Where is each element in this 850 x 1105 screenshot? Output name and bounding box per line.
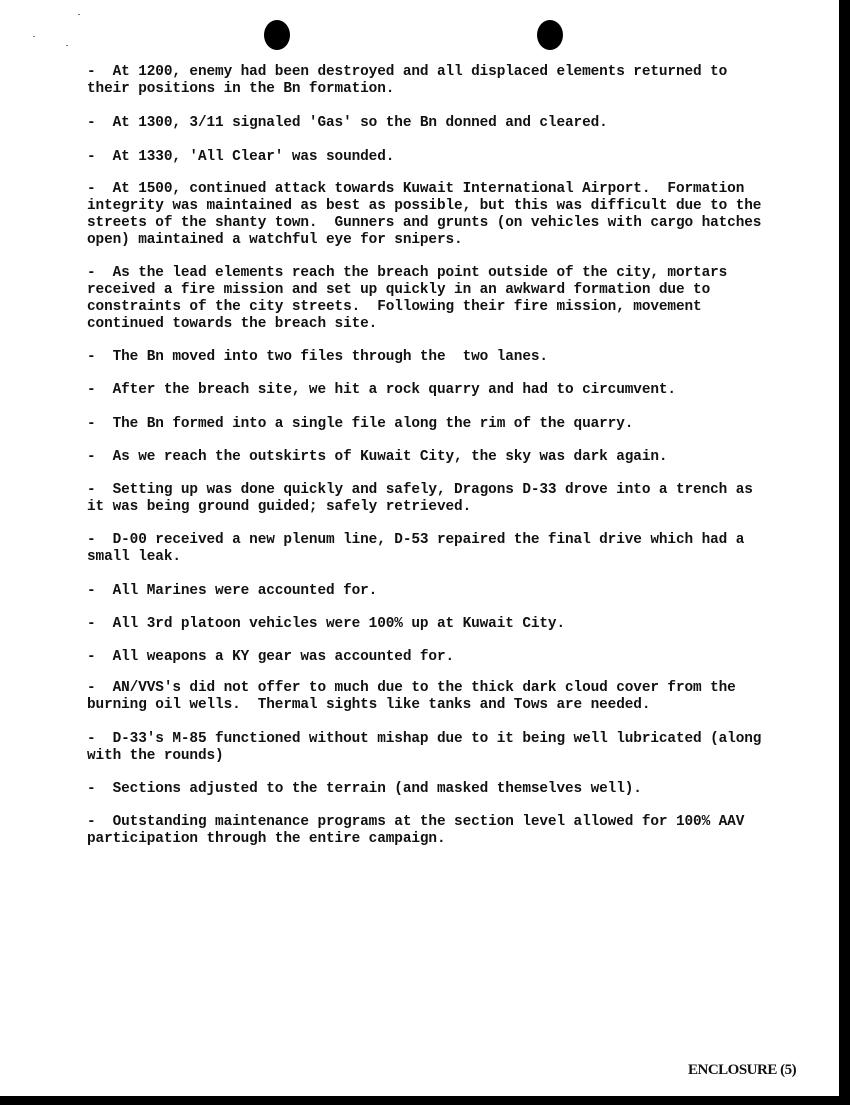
paragraph: - At 1500, continued attack towards Kuwait International Airport. Formation integrity was maintained as best as possible, but this was difficult due to the streets of the shanty town. Gunners and grunts (on vehicles with cargo hatches open) maintained a watchful eye for snipers. bbox=[87, 181, 762, 248]
punch-hole-right bbox=[537, 20, 563, 50]
paragraph: - The Bn moved into two files through the two lanes. bbox=[87, 349, 548, 365]
paragraph: - As we reach the outskirts of Kuwait City, the sky was dark again. bbox=[87, 449, 668, 465]
scan-speck bbox=[66, 45, 68, 46]
paragraph: - All weapons a KY gear was accounted for. bbox=[87, 649, 455, 665]
scan-speck bbox=[78, 14, 80, 15]
scan-border-bottom bbox=[0, 1096, 850, 1105]
paragraph: - Sections adjusted to the terrain (and masked themselves well). bbox=[87, 781, 642, 797]
paragraph: - AN/VVS's did not offer to much due to the thick dark cloud cover from the burning oil wells. Thermal sights like tanks and Tows are needed. bbox=[87, 680, 736, 713]
paragraph: - All Marines were accounted for. bbox=[87, 583, 378, 599]
paragraph: - D-33's M-85 functioned without mishap due to it being well lubricated (along with the rounds) bbox=[87, 731, 762, 764]
punch-hole-left bbox=[264, 20, 290, 50]
paragraph: - As the lead elements reach the breach point outside of the city, mortars received a fire mission and set up quickly in an awkward formation due to constraints of the city streets. Following their fire mission, movement continued towards the breach site. bbox=[87, 265, 728, 332]
scan-border-right bbox=[839, 0, 850, 1105]
paragraph: - At 1200, enemy had been destroyed and all displaced elements returned to their positions in the Bn formation. bbox=[87, 64, 728, 97]
paragraph: - Outstanding maintenance programs at the section level allowed for 100% AAV participation through the entire campaign. bbox=[87, 814, 745, 847]
paragraph: - Setting up was done quickly and safely, Dragons D-33 drove into a trench as it was being ground guided; safely retrieved. bbox=[87, 482, 753, 515]
paragraph: - After the breach site, we hit a rock quarry and had to circumvent. bbox=[87, 382, 676, 398]
scan-speck bbox=[33, 36, 35, 37]
paragraph: - The Bn formed into a single file along the rim of the quarry. bbox=[87, 416, 634, 432]
paragraph: - At 1330, 'All Clear' was sounded. bbox=[87, 149, 395, 165]
enclosure-label: ENCLOSURE (5) bbox=[688, 1062, 797, 1078]
paragraph: - All 3rd platoon vehicles were 100% up at Kuwait City. bbox=[87, 616, 566, 632]
paragraph: - At 1300, 3/11 signaled 'Gas' so the Bn donned and cleared. bbox=[87, 115, 608, 131]
paragraph: - D-00 received a new plenum line, D-53 repaired the final drive which had a small leak. bbox=[87, 532, 745, 565]
